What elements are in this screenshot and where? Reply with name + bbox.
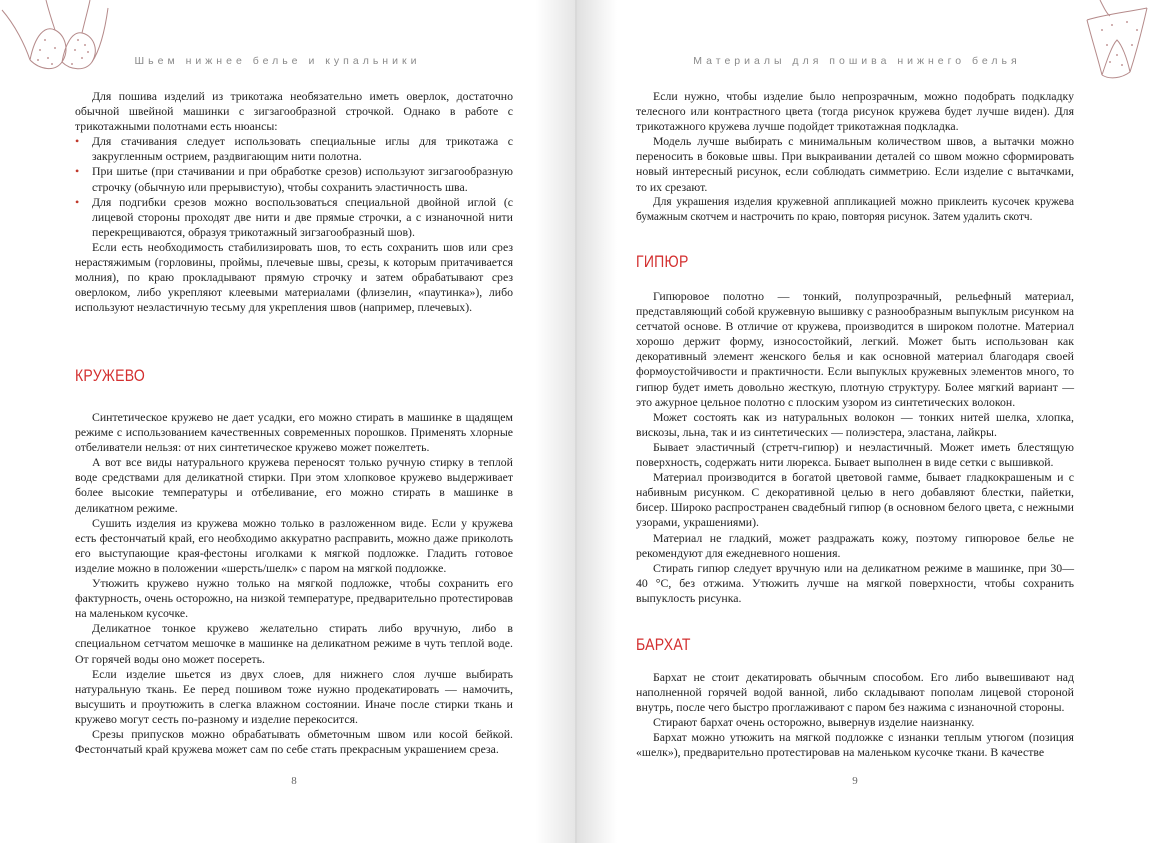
paragraph: Для пошива изделий из трикотажа необязательно иметь оверлок, достаточно обычной швейной машинки с зигзагообразной строчкой. Однако в работе с трикотажными полотнами есть нюансы: [75,89,513,134]
page-number: 9 [852,775,858,787]
section-heading-lace: КРУЖЕВО [75,367,146,385]
paragraph: Синтетическое кружево не дает усадки, его можно стирать в машинке в щадящем режиме с использованием качественных современных порошков. Применять хлорные отбеливатели нельзя: от них синтетическое кружево может пожелтеть. [75,410,513,455]
page-number: 8 [291,775,297,787]
paragraph: Стирать гипюр следует вручную или на деликатном режиме в машинке, при 30—40 °С, без отжима. Утюжить лучше на мягкой поверхности, чтобы сохранить выпуклость рисунка. [636,560,1074,605]
running-head: Материалы для пошива нижнего белья [693,55,1021,67]
paragraph: Материал производится в богатой цветовой гамме, бывает гладкокрашеным и с набивным рисунком. С декоративной целью в него добавляют блестки, пайетки, бисер. Широко распространен свадебный гипюр (в основном белого цвета, с нежными узорами, украшениями). [636,470,1074,530]
paragraph: Деликатное тонкое кружево желательно стирать либо вручную, либо в специальном сетчатом мешочке в машинке на деликатном режиме в чуть теплой воде. От горячей воды оно может посереть. [75,621,513,666]
paragraph: Бывает эластичный (стретч-гипюр) и неэластичный. Может иметь блестящую поверхность, содержать нити люрекса. Бывает выполнен в виде сетки с вышивкой. [636,439,1074,470]
list-item: • Для подгибки срезов можно воспользоваться специальной двойной иглой (с лицевой стороны проходят две нити и две прямые строчки, а с изнаночной нити перекрещиваются, образуя трикотажный зигзагообразный шов). [75,195,513,240]
intro-text-block [75,89,513,315]
right-page [577,0,1153,843]
running-head: Шьем нижнее белье и купальники [134,55,421,67]
paragraph: Бархат можно утюжить на мягкой подложке с изнанки теплым утюгом (позиция «шелк»), предварительно протестировав на маленьком кусочке ткани. В качестве [636,730,1074,760]
list-item: • Для стачивания следует использовать специальные иглы для трикотажа с закругленным острием, раздвигающим нити полотна. [75,134,513,164]
gutter-shadow [535,0,575,843]
paragraph: Если есть необходимость стабилизировать шов, то есть сохранить шов или срез нерастяжимым (горловины, проймы, плечевые швы, срезы, к которым притачивается молния), по краю прокладывают прямую строчку и затем обрабатывают срез оверлоком, либо укрепляют клеевыми материалами (флизелин, «паутинка»), либо используют неэластичную тесьму для укрепления швов (например, плечевых). [75,239,513,315]
paragraph: Стирают бархат очень осторожно, вывернув изделие наизнанку. [653,715,975,730]
left-page [0,0,575,843]
paragraph: Может состоять как из натуральных волокон — тонких нитей шелка, хлопка, вискозы, льна, так и из синтетических — полиэстера, эластана, лайкры. [636,409,1074,439]
panties-sketch-icon [1082,0,1152,85]
paragraph: Утюжить кружево нужно только на мягкой подложке, чтобы сохранить его фактурность, очень осторожно, на низкой температуре, предварительно протестировав на маленьком кусочке. [75,576,513,621]
bullet-list [75,134,513,240]
lace-continued-text-block [636,89,1074,225]
paragraph: Модель лучше выбирать с минимальным количеством швов, а вытачки можно переносить в боковые швы. При выкраивании деталей со швом можно сформировать новый интересный рисунок, если соблюдать симметрию. Если изделие с вытачками, то их срезают. [636,134,1074,194]
paragraph: Бархат не стоит декатировать обычным способом. Его либо вывешивают над наполненной горячей водой ванной, либо складывают пополам лицевой стороной внутрь, после чего быстро проглаживают с паром без нажима с изнаночной стороны. [636,670,1074,715]
lace-text-block [75,410,513,757]
list-item: • При шитье (при стачивании и при обработке срезов) используют зигзагообразную строчку (обычную или прерывистую), чтобы сохранить эластичность шва. [75,164,513,194]
guipure-text-block [636,289,1074,606]
paragraph: Гипюровое полотно — тонкий, полупрозрачный, рельефный материал, представляющий собой кружевную вышивку с разнообразным выпуклым рисунком на сетчатой основе. В отличие от кружева, производится в широком полотне. Материал хорошо держит форму, износостойкий, легкий. Может быть использован как декоративный элемент женского белья и как основной материал благодаря своей формоустойчивости и практичности. Если выпуклых кружевных элементов много, то гипюр будет иметь довольно жесткую, плотную структуру. Более мягкий вариант — это ажурное цельное полотно с плоским узором из синтетических волокон. [636,289,1074,409]
paragraph: Срезы припусков можно обрабатывать обметочным швом или косой бейкой. Фестончатый край кружева может сам по себе стать прекрасным украшением среза. [75,726,513,757]
bra-sketch-icon [0,0,110,95]
gutter-shadow [577,0,617,843]
paragraph: Сушить изделия из кружева можно только в разложенном виде. Если у кружева есть фестончатый край, его необходимо аккуратно расправить, можно даже приколоть его выступающие края-фестоны иголками к мягкой подложке. Гладить готовое изделие можно в положении «шерсть/шелк» с паром на мягкой подложке. [75,515,513,575]
paragraph: Для украшения изделия кружевной аппликацией можно приклеить кусочек кружева бумажным скотчем и настрочить по краю, повторяя рисунок. Затем удалить скотч. [636,195,1074,223]
paragraph: Если нужно, чтобы изделие было непрозрачным, можно подобрать подкладку телесного или контрастного цвета (тогда рисунок кружева будет лучше виден). Для трикотажного кружева лучше подойдет трикотажная подкладка. [636,89,1074,134]
paragraph: Если изделие шьется из двух слоев, для нижнего слоя лучше выбирать натуральную ткань. Ее перед пошивом тоже нужно продекатировать — намочить, высушить и проутюжить в слегка влажном состоянии. Иначе после стирки ткань и кружево могут сесть по-разному и изделие перекосится. [75,666,513,726]
section-heading-velvet: БАРХАТ [636,636,691,654]
paragraph: Материал не гладкий, может раздражать кожу, поэтому гипюровое белье не рекомендуют для ежедневного ношения. [636,530,1074,560]
velvet-text-block [636,670,1074,761]
section-heading-guipure: ГИПЮР [636,253,689,271]
paragraph: А вот все виды натурального кружева переносят только ручную стирку в теплой воде средствами для деликатной стирки. При этом хлопковое кружево выдерживает более высокие температуры и отбеливание, его можно стирать в машинке в деликатном режиме. [75,455,513,515]
